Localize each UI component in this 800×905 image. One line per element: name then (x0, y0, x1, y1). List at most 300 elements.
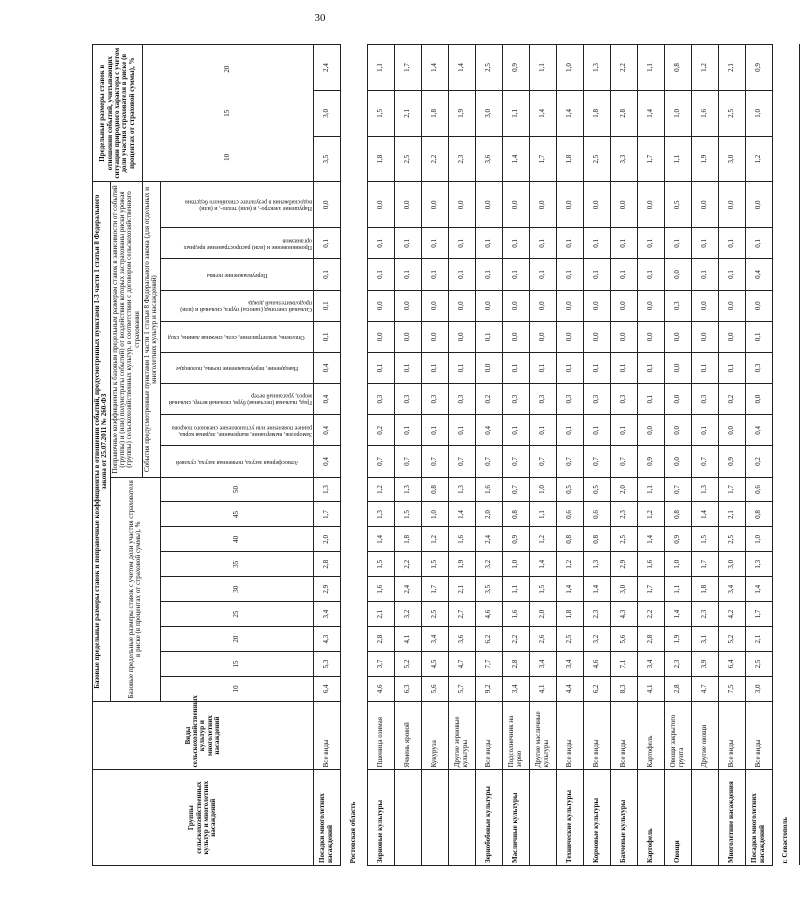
limit-rate-cell: 1,8 (367, 136, 394, 182)
coef-cell: 0,1 (610, 415, 637, 446)
coef-cell: 0,0 (556, 321, 583, 352)
coef-cell: 0,1 (556, 228, 583, 259)
base-rate-cell: 2,0 (313, 527, 340, 552)
coef-cell: 0,2 (745, 446, 772, 477)
coef-cell: 0,1 (718, 259, 745, 290)
coef-cell: 0,1 (610, 352, 637, 383)
coef-col-label: Сильный снегопад (заносы) пурга, сильный и (или) продолжительный дождь (179, 299, 312, 312)
base-rate-cell: 3,5 (475, 577, 502, 602)
coef-cell: 0,0 (583, 290, 610, 321)
coef-cell: 0,1 (691, 352, 718, 383)
coef-cell: 0,0 (664, 352, 691, 383)
coef-cell: 0,1 (583, 415, 610, 446)
base-rate-cell: 3,0 (718, 552, 745, 577)
coef-cell: 0,0 (421, 182, 448, 228)
base-rate-cell: 1,7 (691, 552, 718, 577)
limit-rate-cell: 1,8 (556, 136, 583, 182)
coef-cell: 0,7 (610, 446, 637, 477)
base-rate-cell: 1,4 (664, 602, 691, 627)
table-row (313, 45, 340, 866)
coef-col-head (160, 352, 313, 383)
coef-cell: 0,0 (502, 290, 529, 321)
coef-cell: 0,0 (421, 290, 448, 321)
limit-rate-cell: 1,4 (502, 136, 529, 182)
coef-cell: 0,0 (448, 321, 475, 352)
coef-cell: 0,1 (637, 352, 664, 383)
base-rate-cell: 2,9 (313, 577, 340, 602)
coef-cell: 0,0 (718, 321, 745, 352)
limit-rate-cell: 1,1 (637, 45, 664, 91)
coef-cell: 0,1 (583, 259, 610, 290)
base-rate-cell: 1,3 (745, 552, 772, 577)
coef-col-head (160, 384, 313, 415)
base-rate-cell: 0,6 (583, 502, 610, 527)
coef-cell: 0,0 (691, 321, 718, 352)
base-rate-cell: 1,8 (394, 527, 421, 552)
table-row (475, 45, 502, 866)
base-rate-cell: 2,3 (610, 502, 637, 527)
crop-type: Подсолнечник на зерно (502, 701, 529, 770)
base-rate-cell: 4,6 (583, 652, 610, 677)
coef-cell: 0,0 (691, 290, 718, 321)
coef-cell: 0,7 (583, 446, 610, 477)
crop-type: Все виды (556, 701, 583, 770)
coef-cell: 0,7 (556, 446, 583, 477)
base-rate-cell: 2,5 (421, 602, 448, 627)
coef-cell: 0,0 (718, 182, 745, 228)
base-rate-cell: 1,2 (637, 502, 664, 527)
base-rate-cell: 1,5 (529, 577, 556, 602)
coef-cell: 0,7 (691, 446, 718, 477)
share-col-head: 50 (160, 477, 313, 502)
coef-cell: 0,1 (394, 228, 421, 259)
base-rate-cell: 1,2 (556, 552, 583, 577)
coef-cell: 0,3 (448, 384, 475, 415)
base-rate-cell: 3,2 (583, 627, 610, 652)
base-rate-cell: 9,2 (475, 676, 502, 701)
coef-col-head (160, 446, 313, 477)
coef-cell: 0,1 (583, 352, 610, 383)
coef-cell: 0,1 (394, 415, 421, 446)
base-rate-cell: 1,4 (529, 552, 556, 577)
coef-cell: 0,0 (718, 415, 745, 446)
coef-cell: 0,1 (529, 415, 556, 446)
coef-cell: 0,0 (556, 182, 583, 228)
coef-cell: 0,1 (610, 259, 637, 290)
limit-rate-cell: 1,0 (664, 91, 691, 137)
coef-cell: 0,1 (529, 228, 556, 259)
coef-cell: 0,0 (448, 182, 475, 228)
coef-cell: 0,0 (637, 290, 664, 321)
crop-type: Все виды (313, 701, 340, 770)
base-rate-cell: 4,1 (394, 627, 421, 652)
base-rate-cell: 6,2 (475, 627, 502, 652)
coef-cell: 0,0 (394, 321, 421, 352)
crop-group: Кормовые культуры (583, 770, 610, 866)
base-rate-cell: 0,8 (745, 502, 772, 527)
rotated-page (92, 44, 790, 866)
share-col-head: 20 (160, 627, 313, 652)
limit-rate-cell: 3,0 (718, 136, 745, 182)
base-rate-cell: 4,3 (313, 627, 340, 652)
base-rate-cell: 6,4 (313, 676, 340, 701)
coef-cell: 0,0 (583, 182, 610, 228)
coef-cell: 0,1 (664, 228, 691, 259)
coef-cell: 0,1 (421, 415, 448, 446)
base-rate-cell: 2,1 (367, 602, 394, 627)
crop-group (529, 770, 556, 866)
base-rate-cell: 2,1 (718, 502, 745, 527)
base-rate-cell: 4,3 (610, 602, 637, 627)
coef-cell: 0,0 (664, 259, 691, 290)
base-rate-cell: 0,8 (502, 502, 529, 527)
coef-cell: 0,1 (529, 259, 556, 290)
limit-rate-cell: 1,1 (529, 45, 556, 91)
base-rate-cell: 2,3 (664, 652, 691, 677)
base-rate-cell: 4,6 (367, 676, 394, 701)
share-col-head: 30 (160, 577, 313, 602)
crop-group: Картофель (637, 770, 664, 866)
coef-cell: 0,2 (475, 384, 502, 415)
coef-cell: 0,1 (691, 259, 718, 290)
base-rate-cell: 1,4 (637, 527, 664, 552)
table-row (718, 45, 745, 866)
base-rate-cell: 2,3 (691, 602, 718, 627)
coef-cell: 0,0 (664, 321, 691, 352)
crop-type: Картофель (637, 701, 664, 770)
rotated-table-holder (92, 44, 790, 866)
coef-cell: 0,3 (556, 384, 583, 415)
base-rate-cell: 2,1 (745, 627, 772, 652)
base-rate-cell: 6,4 (718, 652, 745, 677)
base-rate-cell: 2,5 (556, 627, 583, 652)
coef-cell: 0,1 (448, 415, 475, 446)
limit-rate-cell: 3,6 (475, 136, 502, 182)
page-number: 30 (314, 12, 326, 24)
limit-rate-cell: 2,3 (448, 136, 475, 182)
limit-rate-cell: 1,9 (448, 91, 475, 137)
limit-rate-cell: 1,9 (691, 136, 718, 182)
base-rate-cell: 3,4 (502, 676, 529, 701)
base-rate-cell: 1,5 (394, 502, 421, 527)
base-rate-cell: 1,0 (421, 502, 448, 527)
coef-cell: 0,0 (448, 290, 475, 321)
base-rate-cell: 1,7 (637, 577, 664, 602)
share-col-head: 45 (160, 502, 313, 527)
base-rate-cell: 3,0 (610, 577, 637, 602)
limit-rate-cell: 1,1 (367, 45, 394, 91)
base-rate-cell: 4,7 (691, 676, 718, 701)
base-rate-cell: 2,2 (637, 602, 664, 627)
region-name: г. Севастополь (772, 45, 799, 866)
limit-rate-cell: 2,5 (475, 45, 502, 91)
base-rate-cell: 1,0 (529, 477, 556, 502)
limit-rate-cell: 1,2 (691, 45, 718, 91)
coef-cell: 0,0 (529, 290, 556, 321)
base-rate-cell: 1,4 (583, 577, 610, 602)
limit-rate-cell: 3,3 (610, 136, 637, 182)
base-rate-cell: 0,6 (556, 502, 583, 527)
crop-type: Пшеница озимая (367, 701, 394, 770)
coef-cell: 0,3 (583, 384, 610, 415)
base-rate-cell: 2,8 (313, 552, 340, 577)
coef-cell: 0,1 (475, 228, 502, 259)
coef-cell: 0,1 (745, 321, 772, 352)
table-row (637, 45, 664, 866)
coef-cell: 0,0 (664, 415, 691, 446)
base-rate-cell: 0,5 (556, 477, 583, 502)
coef-col-label: Град, пыльная (песчаная) буря, сильный ветер, сильный мороз, ураганный ветер (168, 393, 312, 406)
table-row (556, 45, 583, 866)
share-col-head: 10 (160, 676, 313, 701)
crop-type: Все виды (610, 701, 637, 770)
base-rate-cell: 1,8 (691, 577, 718, 602)
base-rate-cell: 5,6 (610, 627, 637, 652)
crop-type: Все виды (475, 701, 502, 770)
base-rate-cell: 1,8 (556, 602, 583, 627)
coef-cell: 0,7 (529, 446, 556, 477)
table-row (367, 45, 394, 866)
limit-col-head: 20 (223, 65, 232, 73)
region-row (340, 45, 367, 866)
coef-cell: 0,1 (718, 228, 745, 259)
coef-cell: 0,2 (718, 384, 745, 415)
base-rate-cell: 1,2 (421, 527, 448, 552)
limit-rate-cell: 1,4 (448, 45, 475, 91)
base-rate-cell: 3,0 (745, 676, 772, 701)
region-row (772, 45, 799, 866)
limit-rate-cell: 2,8 (610, 91, 637, 137)
limit-rate-cell: 2,1 (394, 91, 421, 137)
limit-rate-cell: 1,7 (394, 45, 421, 91)
crop-group (448, 770, 475, 866)
limit-rate-cell: 1,4 (421, 45, 448, 91)
coef-cell: 0,0 (529, 182, 556, 228)
base-rate-cell: 5,6 (421, 676, 448, 701)
base-rate-cell: 3,4 (637, 652, 664, 677)
coef-col-label: Заморозок, вымерзание, выпревание, ледяная корка, раннее появление или установление снежного покрова (171, 424, 312, 437)
crop-group: Бахчевые культуры (610, 770, 637, 866)
base-rate-cell: 2,9 (610, 552, 637, 577)
coef-cell: 0,1 (475, 321, 502, 352)
coef-cell: 0,0 (421, 321, 448, 352)
base-rate-cell: 4,5 (421, 652, 448, 677)
coef-cell: 0,4 (313, 352, 340, 383)
coef-cell: 0,1 (637, 228, 664, 259)
coef-cell: 0,0 (475, 290, 502, 321)
coef-cell: 0,4 (313, 446, 340, 477)
base-rate-cell: 1,1 (529, 502, 556, 527)
share-col-head: 35 (160, 552, 313, 577)
coef-cell: 0,1 (421, 259, 448, 290)
base-rate-cell: 1,2 (367, 477, 394, 502)
base-rate-cell: 7,1 (610, 652, 637, 677)
base-rate-cell: 3,9 (691, 652, 718, 677)
base-rate-cell: 1,3 (394, 477, 421, 502)
base-rate-cell: 1,0 (502, 552, 529, 577)
coef-cell: 0,1 (529, 352, 556, 383)
coef-cell: 0,0 (637, 415, 664, 446)
coef-cell: 0,1 (394, 259, 421, 290)
limit-rate-cell: 1,1 (664, 136, 691, 182)
base-rate-cell: 2,5 (610, 527, 637, 552)
base-rate-cell: 1,5 (367, 552, 394, 577)
table-row (394, 45, 421, 866)
coef-cell: 0,7 (421, 446, 448, 477)
coef-cell: 0,0 (745, 384, 772, 415)
base-rate-cell: 2,6 (529, 627, 556, 652)
share-col-head: 15 (160, 652, 313, 677)
base-rate-cell: 1,9 (664, 627, 691, 652)
coef-cell: 0,3 (421, 384, 448, 415)
base-rate-cell: 2,3 (583, 602, 610, 627)
base-rate-cell: 1,5 (691, 527, 718, 552)
crop-group: Многолетние насаждения (718, 770, 745, 866)
limit-rate-cell: 1,8 (583, 91, 610, 137)
base-rate-cell: 1,4 (691, 502, 718, 527)
limit-rate-cell: 1,6 (691, 91, 718, 137)
coef-cell: 0,1 (313, 259, 340, 290)
base-rate-cell: 3,4 (421, 627, 448, 652)
base-rate-cell: 1,6 (367, 577, 394, 602)
limit-rate-cell: 2,4 (313, 45, 340, 91)
base-rate-cell: 0,5 (583, 477, 610, 502)
limit-rate-cell: 1,7 (637, 136, 664, 182)
base-rate-cell: 1,1 (637, 477, 664, 502)
coef-cell: 0,1 (502, 415, 529, 446)
coef-cell: 0,0 (556, 290, 583, 321)
base-rate-cell: 3,2 (394, 602, 421, 627)
coef-cell: 0,1 (367, 352, 394, 383)
coef-cell: 0,1 (448, 352, 475, 383)
base-rate-cell: 3,7 (367, 652, 394, 677)
coef-cell: 0,1 (691, 415, 718, 446)
base-rate-cell: 1,4 (367, 527, 394, 552)
limit-rate-cell: 3,0 (313, 91, 340, 137)
coef-cell: 0,0 (475, 352, 502, 383)
base-rate-cell: 2,8 (367, 627, 394, 652)
base-rate-cell: 0,8 (421, 477, 448, 502)
limit-rate-cell: 1,8 (421, 91, 448, 137)
coef-cell: 0,0 (583, 321, 610, 352)
base-rate-cell: 3,1 (691, 627, 718, 652)
limit-rate-cell: 1,5 (367, 91, 394, 137)
limit-rate-cell: 2,2 (610, 45, 637, 91)
coef-cell: 0,1 (637, 384, 664, 415)
base-rate-cell: 6,2 (583, 676, 610, 701)
crop-group: Масличные культуры (502, 770, 529, 866)
coef-cell: 0,3 (610, 384, 637, 415)
limit-rate-cell: 2,2 (421, 136, 448, 182)
coef-cell: 0,0 (475, 182, 502, 228)
base-rate-cell: 2,0 (475, 502, 502, 527)
coef-cell: 0,4 (745, 259, 772, 290)
base-rate-cell: 2,5 (718, 527, 745, 552)
base-rate-cell: 5,2 (718, 627, 745, 652)
base-rate-cell: 2,1 (448, 577, 475, 602)
table-row (745, 45, 772, 866)
base-rate-cell: 5,3 (313, 652, 340, 677)
header-base-title: Базовые предельные размеры ставок и поправочные коэффициенты в отношении событий, предусмотренных пунктами 1-3 части 1 статьи 8 Федерального закона от 25.07.2011 № 260-ФЗ (93, 182, 111, 701)
table-row (691, 45, 718, 866)
base-rate-cell: 2,7 (448, 602, 475, 627)
base-rate-cell: 2,2 (394, 552, 421, 577)
coef-cell: 0,1 (421, 352, 448, 383)
coef-cell: 0,1 (394, 352, 421, 383)
coef-cell: 0,1 (367, 259, 394, 290)
coef-cell: 0,0 (367, 321, 394, 352)
coef-cell: 0,1 (556, 415, 583, 446)
base-rate-cell: 3,4 (529, 652, 556, 677)
limit-rate-cell: 1,4 (529, 91, 556, 137)
coef-cell: 0,1 (313, 321, 340, 352)
crop-group: Зернобобовые культуры (475, 770, 502, 866)
coef-cell: 0,7 (502, 446, 529, 477)
base-rate-cell: 0,8 (556, 527, 583, 552)
base-rate-cell: 0,8 (583, 527, 610, 552)
base-rate-cell: 0,8 (664, 502, 691, 527)
base-rate-cell: 7,5 (718, 676, 745, 701)
crop-type: Другие овощи (691, 701, 718, 770)
coef-col-label: Проникновение и (или) распространение вредных организмов (183, 237, 312, 250)
table-row (502, 45, 529, 866)
coef-col-head (160, 228, 313, 259)
base-rate-cell: 8,3 (610, 676, 637, 701)
header-limit-share-spacer (143, 45, 314, 182)
coef-cell: 0,0 (610, 182, 637, 228)
base-rate-cell: 2,4 (394, 577, 421, 602)
coef-cell: 0,7 (367, 446, 394, 477)
coef-cell: 0,0 (502, 321, 529, 352)
coef-cell: 0,0 (637, 321, 664, 352)
region-name: Ростовская область (340, 45, 367, 866)
base-rate-cell: 4,4 (556, 676, 583, 701)
coef-cell: 0,4 (313, 384, 340, 415)
base-rate-cell: 1,7 (421, 577, 448, 602)
base-rate-cell: 4,2 (718, 602, 745, 627)
crop-group: Посадки многолетних насаждений (745, 770, 772, 866)
base-rate-cell: 1,3 (691, 477, 718, 502)
table-row (664, 45, 691, 866)
coef-cell: 0,3 (529, 384, 556, 415)
crop-type: Ячмень яровой (394, 701, 421, 770)
coef-cell: 0,4 (745, 415, 772, 446)
base-rate-cell: 1,9 (448, 552, 475, 577)
coef-cell: 0,0 (313, 182, 340, 228)
base-rate-cell: 5,2 (394, 652, 421, 677)
coef-cell: 0,0 (637, 182, 664, 228)
header-limit-title: Предельные размеры ставок в отношении событий, учитывающих ситуации природного характера с учетом доли участия страхователя в риске (в процентах от страховой суммы), % (93, 45, 143, 182)
base-rate-cell: 1,3 (583, 552, 610, 577)
coef-cell: 0,4 (313, 415, 340, 446)
coef-cell: 0,1 (610, 228, 637, 259)
header-coef-title: Поправочные коэффициенты к базовым предельным размерам ставок в зависимости от событий (группы) и (или) полуистраты событий) от воздействия которых застрахованы риски урожая (группы) сельскохозяйственных культур, в соответствии с договором сельскохозяйственного страхования (110, 182, 142, 477)
crop-type: Все виды (718, 701, 745, 770)
coef-cell: 0,4 (475, 415, 502, 446)
coef-cell: 0,1 (421, 228, 448, 259)
coef-cell: 0,3 (664, 290, 691, 321)
limit-rate-cell: 0,8 (664, 45, 691, 91)
coef-cell: 0,0 (745, 290, 772, 321)
coef-cell: 0,1 (313, 228, 340, 259)
coef-cell: 0,7 (394, 446, 421, 477)
crop-type: Другие масличные культуры (529, 701, 556, 770)
coef-cell: 0,1 (448, 259, 475, 290)
limit-col-head: 15 (223, 109, 232, 117)
coef-cell: 0,1 (313, 290, 340, 321)
coef-cell: 0,0 (394, 182, 421, 228)
coef-cell: 0,3 (502, 384, 529, 415)
